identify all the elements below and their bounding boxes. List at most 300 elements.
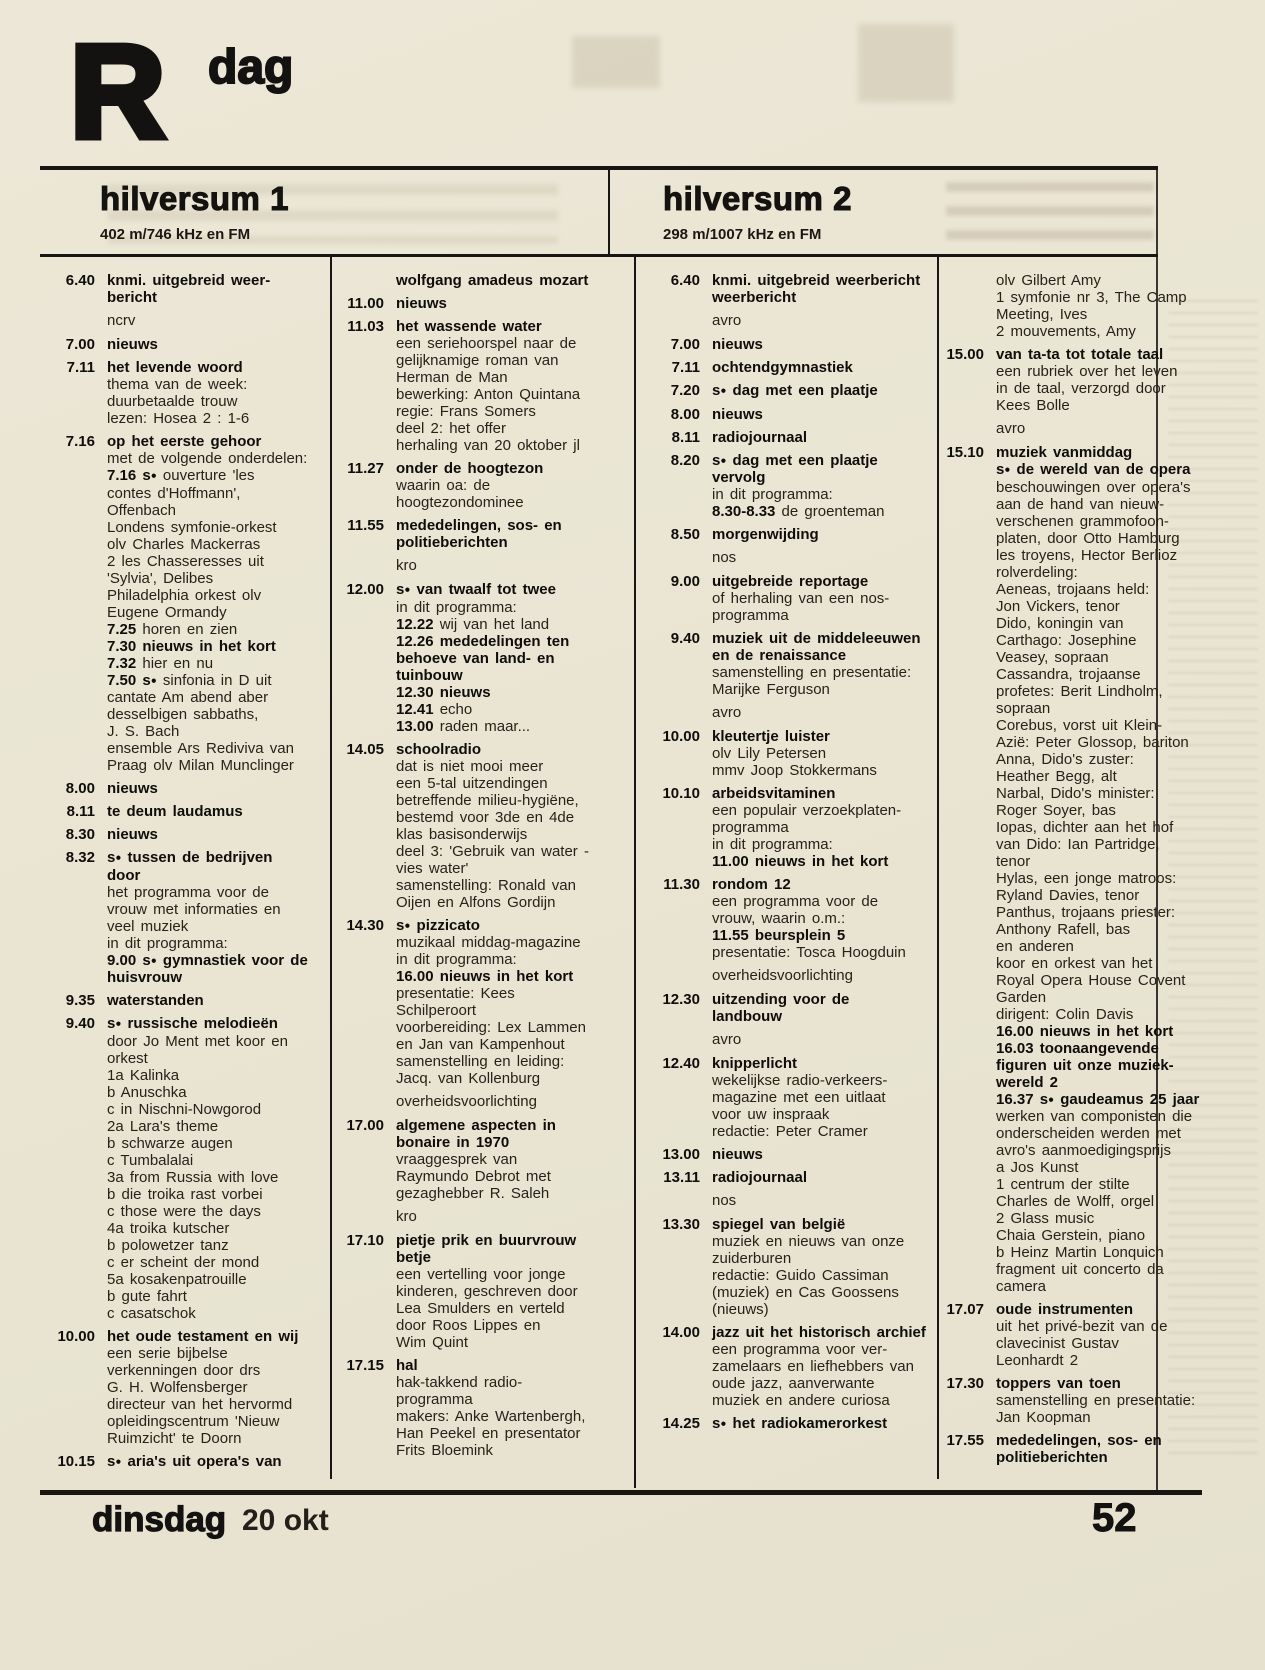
program-detail-line: c Tumbalalai bbox=[107, 1151, 194, 1169]
program-body bbox=[712, 991, 936, 1025]
program-entry bbox=[332, 295, 632, 312]
program-title-line: s● pizzicato bbox=[396, 916, 480, 934]
program-title-line: schoolradio bbox=[396, 740, 482, 758]
program-detail-line: samenstelling: Ronald van bbox=[396, 876, 576, 894]
program-detail-line: en anderen bbox=[996, 937, 1074, 955]
stereo-dot-icon: ● bbox=[720, 455, 727, 466]
program-entry bbox=[332, 272, 632, 289]
program-detail-line: een programma voor ver- bbox=[712, 1341, 888, 1358]
program-detail-line: van Dido: Ian Partridge, bbox=[996, 835, 1160, 853]
program-title-line: s● russische melodieën bbox=[107, 1015, 278, 1032]
program-time bbox=[332, 272, 384, 289]
program-title-line: en de renaissance bbox=[712, 647, 847, 664]
program-detail-line: (nieuws) bbox=[712, 1301, 769, 1318]
program-time: 14.00 bbox=[662, 1324, 700, 1341]
program-detail-line: 2 mouvements, Amy bbox=[996, 323, 1136, 340]
program-detail-line bbox=[996, 1074, 1260, 1091]
stereo-dot-icon: ● bbox=[720, 385, 727, 397]
program-detail-line bbox=[712, 853, 936, 870]
program-detail-line: vrouw met informaties en bbox=[107, 900, 281, 918]
program-detail-line: in dit programma: bbox=[712, 836, 833, 853]
program-time: 17.30 bbox=[946, 1375, 984, 1392]
stereo-dot-icon: ● bbox=[115, 852, 122, 864]
stereo-dot-icon: ● bbox=[115, 1018, 122, 1030]
program-time: 11.30 bbox=[663, 876, 700, 893]
program-detail-line: 5a kosakenpatrouille bbox=[107, 1270, 247, 1288]
program-detail-line: redactie: Guido Cassiman bbox=[712, 1267, 889, 1284]
program-detail-line: in dit programma: bbox=[107, 934, 228, 952]
program-detail-line bbox=[996, 1057, 1260, 1074]
program-body bbox=[996, 272, 1260, 340]
stereo-dot-icon: ● bbox=[1004, 464, 1011, 476]
program-title-line: onder de hoogtezon bbox=[396, 460, 544, 477]
program-detail-line: een serie bijbelse bbox=[107, 1344, 228, 1362]
program-detail-line: b die troika rast vorbei bbox=[107, 1185, 263, 1203]
program-detail-line bbox=[996, 461, 1260, 479]
program-body bbox=[396, 460, 632, 511]
program-detail-line: 2 les Chasseresses uit bbox=[107, 552, 264, 570]
program-body bbox=[396, 318, 632, 454]
station-title-hilversum-1: hilversum 1 bbox=[100, 180, 289, 217]
bold-inline-time: 12.22 bbox=[396, 615, 434, 633]
program-detail-line: aan de hand van nieuw- bbox=[996, 495, 1165, 513]
program-detail-line: b Heinz Martin Lonquich bbox=[996, 1244, 1164, 1261]
program-detail-line bbox=[396, 684, 632, 701]
station-frequency-hilversum-1: 402 m/746 kHz en FM bbox=[100, 226, 251, 243]
program-detail-line: het programma voor de bbox=[107, 883, 269, 901]
program-detail-line: sopraan bbox=[996, 699, 1051, 717]
program-entry bbox=[646, 429, 936, 446]
logo-dag-text: dag bbox=[208, 41, 294, 94]
program-detail-line: Garden bbox=[996, 988, 1047, 1006]
program-body bbox=[712, 272, 936, 306]
program-time: 9.40 bbox=[670, 630, 700, 647]
program-detail-line: verkenningen door drs bbox=[107, 1361, 261, 1379]
header-divider bbox=[608, 166, 610, 257]
program-time: 10.15 bbox=[57, 1452, 95, 1470]
program-time: 8.32 bbox=[65, 849, 95, 866]
program-body bbox=[712, 526, 936, 543]
program-title-line: uitzending voor de bbox=[712, 991, 850, 1008]
program-body bbox=[396, 581, 632, 735]
program-detail-line: Anna, Dido's zuster: bbox=[996, 750, 1134, 768]
program-detail-line bbox=[107, 638, 327, 655]
program-title-line: s● dag met een plaatje bbox=[712, 382, 878, 399]
program-time: 7.00 bbox=[65, 336, 95, 353]
program-entry bbox=[45, 826, 327, 843]
program-entry bbox=[45, 433, 327, 774]
program-body bbox=[712, 1146, 936, 1163]
program-time: 12.30 bbox=[662, 991, 700, 1008]
program-entry bbox=[646, 1415, 936, 1433]
program-entry bbox=[646, 991, 936, 1025]
program-entry bbox=[646, 573, 936, 624]
r-logo: R bbox=[70, 18, 166, 165]
program-detail-line bbox=[107, 969, 327, 986]
broadcaster-label: avro bbox=[996, 420, 1026, 437]
program-body bbox=[712, 1415, 936, 1433]
program-detail-line: orkest bbox=[107, 1049, 148, 1067]
program-entry bbox=[45, 1453, 327, 1471]
program-time bbox=[944, 272, 984, 340]
station-frequency-hilversum-2: 298 m/1007 kHz en FM bbox=[663, 226, 822, 243]
program-detail-line: 13.00 raden maar... bbox=[396, 717, 531, 735]
program-time: 8.00 bbox=[65, 780, 95, 797]
program-detail-line: vies water' bbox=[396, 859, 469, 877]
page-number: 52 bbox=[1092, 1496, 1137, 1540]
program-body bbox=[712, 359, 936, 376]
program-detail-line: voor uw inspraak bbox=[712, 1106, 830, 1123]
program-time: 9.40 bbox=[65, 1015, 95, 1032]
broadcaster-label: avro bbox=[712, 1031, 742, 1048]
program-body bbox=[712, 452, 936, 521]
program-detail-line: cantate Am abend aber bbox=[107, 689, 269, 706]
program-time: 10.00 bbox=[662, 728, 700, 745]
column-divider-2 bbox=[937, 257, 939, 1479]
program-detail-line: Anthony Rafell, bas bbox=[996, 920, 1131, 938]
broadcaster-label: nos bbox=[712, 1192, 737, 1209]
program-time: 6.40 bbox=[65, 272, 95, 289]
program-detail-line: Jan Koopman bbox=[996, 1409, 1091, 1426]
program-detail-line: Azië: Peter Glossop, bariton bbox=[996, 733, 1189, 751]
program-detail-line: programma bbox=[712, 819, 789, 836]
program-entry bbox=[45, 780, 327, 797]
program-title-line: s● dag met een plaatje bbox=[712, 451, 878, 469]
broadcaster-label: kro bbox=[396, 1208, 417, 1225]
program-detail-line bbox=[396, 968, 632, 985]
program-detail-line: bestemd voor 3de en 4de bbox=[396, 808, 575, 826]
program-time: 8.30 bbox=[65, 826, 95, 843]
program-title-line: algemene aspecten in bbox=[396, 1117, 556, 1134]
program-detail-line: 7.25 horen en zien bbox=[107, 620, 238, 638]
top-rule bbox=[40, 166, 1158, 170]
bold-inline-time: 7.25 bbox=[107, 620, 137, 638]
program-title-line: wolfgang amadeus mozart bbox=[396, 272, 589, 289]
program-body bbox=[396, 917, 632, 1088]
program-title-line: nieuws bbox=[107, 780, 158, 797]
program-title-line: vervolg bbox=[712, 469, 766, 486]
program-title-line: nieuws bbox=[712, 405, 763, 423]
program-detail-line: een programma voor de bbox=[712, 893, 879, 910]
program-entry bbox=[646, 1146, 936, 1163]
program-title-line: rondom 12 bbox=[712, 876, 791, 893]
program-detail-line: 12.22 wij van het land bbox=[396, 615, 550, 633]
program-detail-line: c in Nischni-Nowgorod bbox=[107, 1100, 262, 1118]
program-detail-line: samenstelling en presentatie: bbox=[996, 1392, 1196, 1409]
program-entry bbox=[646, 1324, 936, 1409]
bold-inline-time: tuinbouw bbox=[396, 666, 463, 684]
program-entry bbox=[332, 517, 632, 551]
bleed-through-smudge bbox=[946, 182, 1154, 246]
program-detail-line: G. H. Wolfensberger bbox=[107, 1378, 248, 1396]
program-body bbox=[107, 1328, 327, 1447]
program-detail-line: een rubriek over het leven bbox=[996, 363, 1178, 380]
program-title-line: weerbericht bbox=[712, 289, 797, 306]
program-detail-line: muziek en andere curiosa bbox=[712, 1392, 890, 1409]
program-detail-line: muzikaal middag-magazine bbox=[396, 934, 581, 951]
footer-rule bbox=[40, 1490, 1202, 1495]
program-time: 14.30 bbox=[346, 916, 384, 934]
program-entry bbox=[45, 992, 327, 1009]
program-title-line: knmi. uitgebreid weerbericht bbox=[712, 272, 921, 289]
program-body bbox=[396, 517, 632, 551]
program-title-line: arbeidsvitaminen bbox=[712, 785, 836, 802]
program-detail-line bbox=[396, 650, 632, 667]
bold-inline-time: 11.00 nieuws in het kort bbox=[712, 853, 889, 870]
program-body bbox=[107, 803, 327, 820]
program-detail-line: 1 symfonie nr 3, The Camp bbox=[996, 289, 1187, 306]
program-body bbox=[712, 336, 936, 353]
program-entry bbox=[646, 728, 936, 779]
program-detail-line: a Jos Kunst bbox=[996, 1159, 1079, 1176]
program-title-line: het oude testament en wij bbox=[107, 1327, 299, 1345]
bold-inline-time: 7.30 nieuws in het kort bbox=[107, 637, 276, 655]
stereo-dot-icon: ● bbox=[720, 1418, 727, 1430]
program-body bbox=[107, 992, 327, 1009]
program-body bbox=[107, 1453, 327, 1471]
program-detail-line: verschenen grammofoon- bbox=[996, 512, 1169, 530]
program-title-line: toppers van toen bbox=[996, 1375, 1121, 1392]
program-title-line: nieuws bbox=[712, 1146, 763, 1163]
program-detail-line: uit het privé-bezit van de bbox=[996, 1318, 1168, 1335]
program-body bbox=[712, 876, 936, 961]
program-entry bbox=[332, 581, 632, 735]
stereo-dot-icon: ● bbox=[115, 1456, 122, 1467]
stereo-dot-icon: ● bbox=[404, 584, 411, 596]
program-title-line: morgenwijding bbox=[712, 526, 819, 543]
program-detail-line: in dit programma: bbox=[396, 598, 517, 616]
program-time: 11.27 bbox=[347, 460, 384, 477]
listing-column-h1-a bbox=[45, 272, 327, 1476]
program-entry bbox=[332, 1357, 632, 1459]
program-body bbox=[996, 1301, 1260, 1369]
program-detail-line: b polowetzer tanz bbox=[107, 1236, 229, 1254]
program-body bbox=[396, 1232, 632, 1351]
program-detail-line: fragment uit concerto da bbox=[996, 1261, 1164, 1278]
program-detail-line: een vertelling voor jonge bbox=[396, 1266, 566, 1283]
program-detail-line bbox=[396, 667, 632, 684]
program-title-line: het levende woord bbox=[107, 359, 243, 376]
program-entry bbox=[646, 272, 936, 306]
program-detail-line: Royal Opera House Covent bbox=[996, 971, 1186, 989]
program-detail-line: redactie: Peter Cramer bbox=[712, 1123, 868, 1140]
program-time: 8.00 bbox=[670, 405, 700, 423]
program-entry bbox=[944, 1432, 1260, 1466]
program-time: 12.40 bbox=[662, 1055, 700, 1072]
program-title-line: waterstanden bbox=[107, 992, 204, 1009]
program-title-line: uitgebreide reportage bbox=[712, 573, 869, 590]
program-title-line: muziek vanmiddag bbox=[996, 444, 1133, 461]
program-detail-line: bewerking: Anton Quintana bbox=[396, 386, 581, 403]
program-time: 8.11 bbox=[66, 803, 95, 820]
program-body bbox=[996, 1432, 1260, 1466]
bold-inline-time: 11.55 beursplein 5 bbox=[712, 927, 846, 944]
program-detail-line: wekelijkse radio-verkeers- bbox=[712, 1072, 888, 1089]
program-title-line: mededelingen, sos- en bbox=[396, 517, 562, 534]
program-detail-line: directeur van het hervormd bbox=[107, 1395, 293, 1413]
program-detail-line: werken van componisten die bbox=[996, 1108, 1193, 1125]
station-title-hilversum-2: hilversum 2 bbox=[663, 180, 852, 217]
program-entry bbox=[944, 272, 1260, 340]
program-detail-line: samenstelling en presentatie: bbox=[712, 664, 912, 681]
program-detail-line: in dit programma: bbox=[712, 486, 833, 503]
bold-inline-time: 16.00 nieuws in het kort bbox=[396, 968, 574, 985]
program-detail-line: koor en orkest van het bbox=[996, 954, 1153, 972]
bold-inline-time: 16.37 s● gaudeamus 25 jaar bbox=[996, 1090, 1200, 1108]
program-body bbox=[107, 272, 327, 306]
footer-day: dinsdag bbox=[92, 1500, 227, 1539]
bold-inline-time: figuren uit onze muziek- bbox=[996, 1056, 1174, 1074]
program-title-line: bericht bbox=[107, 289, 158, 306]
program-detail-line: Roger Soyer, bas bbox=[996, 801, 1116, 819]
broadcaster-label: avro bbox=[712, 312, 742, 329]
program-entry bbox=[646, 359, 936, 376]
program-detail-line bbox=[996, 1040, 1260, 1057]
program-time: 6.40 bbox=[670, 272, 700, 289]
program-detail-line: Carthago: Josephine bbox=[996, 631, 1137, 649]
stereo-dot-icon: ● bbox=[150, 675, 157, 686]
program-detail-line: in de taal, verzorgd door bbox=[996, 380, 1166, 397]
program-entry bbox=[646, 785, 936, 870]
program-entry bbox=[332, 318, 632, 454]
bold-inline-time: 16.03 toonaangevende bbox=[996, 1039, 1159, 1057]
program-detail-line: camera bbox=[996, 1278, 1047, 1295]
program-entry bbox=[45, 1328, 327, 1447]
program-body bbox=[107, 433, 327, 774]
program-time: 13.30 bbox=[662, 1216, 700, 1233]
program-entry bbox=[45, 1015, 327, 1322]
program-detail-line: deel 3: 'Gebruik van water - bbox=[396, 842, 589, 860]
program-title-line: hal bbox=[396, 1357, 418, 1374]
program-detail-line: muziek en nieuws van onze bbox=[712, 1233, 905, 1250]
program-time: 10.10 bbox=[662, 785, 700, 802]
bleed-through-smudge bbox=[858, 24, 954, 102]
program-detail-line: lezen: Hosea 2 : 1-6 bbox=[107, 410, 250, 427]
program-title-line: betje bbox=[396, 1249, 432, 1266]
program-detail-line: J. S. Bach bbox=[107, 723, 180, 740]
program-detail-line: magazine met een uitlaat bbox=[712, 1089, 886, 1106]
program-body bbox=[107, 826, 327, 843]
program-detail-line: 12.41 echo bbox=[396, 700, 473, 718]
program-detail-line: makers: Anke Wartenbergh, bbox=[396, 1408, 586, 1425]
stereo-dot-icon: ● bbox=[150, 470, 157, 482]
program-title-line: ochtendgymnastiek bbox=[712, 359, 853, 376]
program-title-line: jazz uit het historisch archief bbox=[712, 1324, 926, 1341]
program-detail-line bbox=[996, 1091, 1260, 1109]
program-detail-line: 'Sylvia', Delibes bbox=[107, 569, 214, 587]
program-entry bbox=[646, 1055, 936, 1140]
program-detail-line: avro's aanmoedigingsprijs bbox=[996, 1142, 1171, 1159]
program-detail-line: klas basisonderwijs bbox=[396, 825, 528, 843]
program-time: 14.05 bbox=[346, 740, 384, 758]
program-title-line: mededelingen, sos- en bbox=[996, 1432, 1162, 1449]
program-title-line: bonaire in 1970 bbox=[396, 1134, 510, 1151]
program-detail-line: Ryland Davies, tenor bbox=[996, 886, 1140, 904]
program-time: 13.00 bbox=[662, 1146, 700, 1163]
bold-inline-time: wereld 2 bbox=[996, 1073, 1059, 1091]
program-time: 7.11 bbox=[671, 359, 700, 376]
program-body bbox=[107, 849, 327, 986]
program-time: 13.11 bbox=[663, 1169, 700, 1186]
program-title-line: s● van twaalf tot twee bbox=[396, 581, 556, 598]
program-detail-line: voorbereiding: Lex Lammen bbox=[396, 1019, 586, 1036]
program-detail-line: regie: Frans Somers bbox=[396, 403, 536, 420]
program-title-line: knmi. uitgebreid weer- bbox=[107, 272, 271, 289]
program-body bbox=[712, 785, 936, 870]
program-detail-line: Schilperoort bbox=[396, 1002, 477, 1019]
program-body bbox=[712, 382, 936, 400]
program-time: 17.00 bbox=[346, 1117, 384, 1134]
program-title-line: landbouw bbox=[712, 1008, 782, 1025]
program-entry bbox=[45, 272, 327, 306]
program-detail-line: 1a Kalinka bbox=[107, 1066, 180, 1084]
program-detail-line: Iopas, dichter aan het hof bbox=[996, 818, 1174, 836]
broadcaster-label: nos bbox=[712, 549, 737, 566]
program-time: 14.25 bbox=[662, 1415, 700, 1432]
stereo-dot-icon: ● bbox=[404, 920, 411, 931]
program-detail-line: olv Gilbert Amy bbox=[996, 272, 1101, 289]
bold-inline-time: s● de wereld van de opera bbox=[996, 461, 1191, 478]
program-body bbox=[107, 336, 327, 353]
program-time: 17.10 bbox=[346, 1232, 384, 1249]
program-detail-line: een 5-tal uitzendingen bbox=[396, 774, 548, 792]
program-detail-line: door Jo Ment met koor en bbox=[107, 1032, 288, 1050]
program-body bbox=[396, 295, 632, 312]
broadcaster-label: overheidsvoorlichting bbox=[712, 967, 853, 984]
program-detail-line: Cassandra, trojaanse bbox=[996, 665, 1141, 683]
program-detail-line: Narbal, Dido's minister: bbox=[996, 784, 1155, 802]
program-detail-line: onderscheiden werden met bbox=[996, 1125, 1181, 1142]
footer-date: 20 okt bbox=[242, 1504, 329, 1537]
program-title-line: op het eerste gehoor bbox=[107, 433, 262, 450]
program-time: 8.50 bbox=[670, 526, 700, 543]
program-body bbox=[996, 346, 1260, 414]
bold-inline-time: 7.16 s● bbox=[107, 467, 157, 484]
program-detail-line: veel muziek bbox=[107, 917, 189, 935]
program-title-line: radiojournaal bbox=[712, 428, 808, 446]
program-detail-line: platen, door Otto Hamburg bbox=[996, 529, 1180, 547]
program-detail-line: oude jazz, aanverwante bbox=[712, 1375, 875, 1392]
program-detail-line: Dido, koningin van bbox=[996, 614, 1124, 632]
program-body bbox=[107, 780, 327, 797]
program-detail-line: programma bbox=[396, 1391, 473, 1408]
program-detail-line: b Anuschka bbox=[107, 1083, 187, 1101]
program-body bbox=[396, 1117, 632, 1202]
program-detail-line: Charles de Wolff, orgel bbox=[996, 1193, 1155, 1210]
program-entry bbox=[646, 1169, 936, 1186]
program-entry bbox=[646, 336, 936, 353]
program-detail-line: c those were the days bbox=[107, 1202, 261, 1220]
program-time: 15.10 bbox=[946, 444, 984, 461]
program-detail-line: Jacq. van Kollenburg bbox=[396, 1070, 541, 1087]
program-title-line: politieberichten bbox=[996, 1449, 1108, 1466]
program-detail-line: zamelaars en liefhebbers van bbox=[712, 1358, 914, 1375]
program-detail-line: Oijen en Alfons Gordijn bbox=[396, 893, 556, 911]
program-detail-line: 2a Lara's theme bbox=[107, 1117, 219, 1135]
program-detail-line: waarin oa: de bbox=[396, 477, 491, 494]
program-entry bbox=[332, 1232, 632, 1351]
program-detail-line: presentatie: Tosca Hoogduin bbox=[712, 944, 906, 961]
program-body bbox=[396, 741, 632, 911]
bold-inline-time: 7.50 s● bbox=[107, 671, 157, 689]
program-detail-line: 3a from Russia with love bbox=[107, 1168, 279, 1186]
program-detail-line: Eugene Ormandy bbox=[107, 603, 227, 621]
broadcaster-label: kro bbox=[396, 557, 417, 574]
program-time: 12.00 bbox=[346, 581, 384, 598]
program-detail-line: een populair verzoekplaten- bbox=[712, 802, 902, 819]
program-body bbox=[107, 1015, 327, 1322]
program-detail-line: Philadelphia orkest olv bbox=[107, 586, 262, 604]
